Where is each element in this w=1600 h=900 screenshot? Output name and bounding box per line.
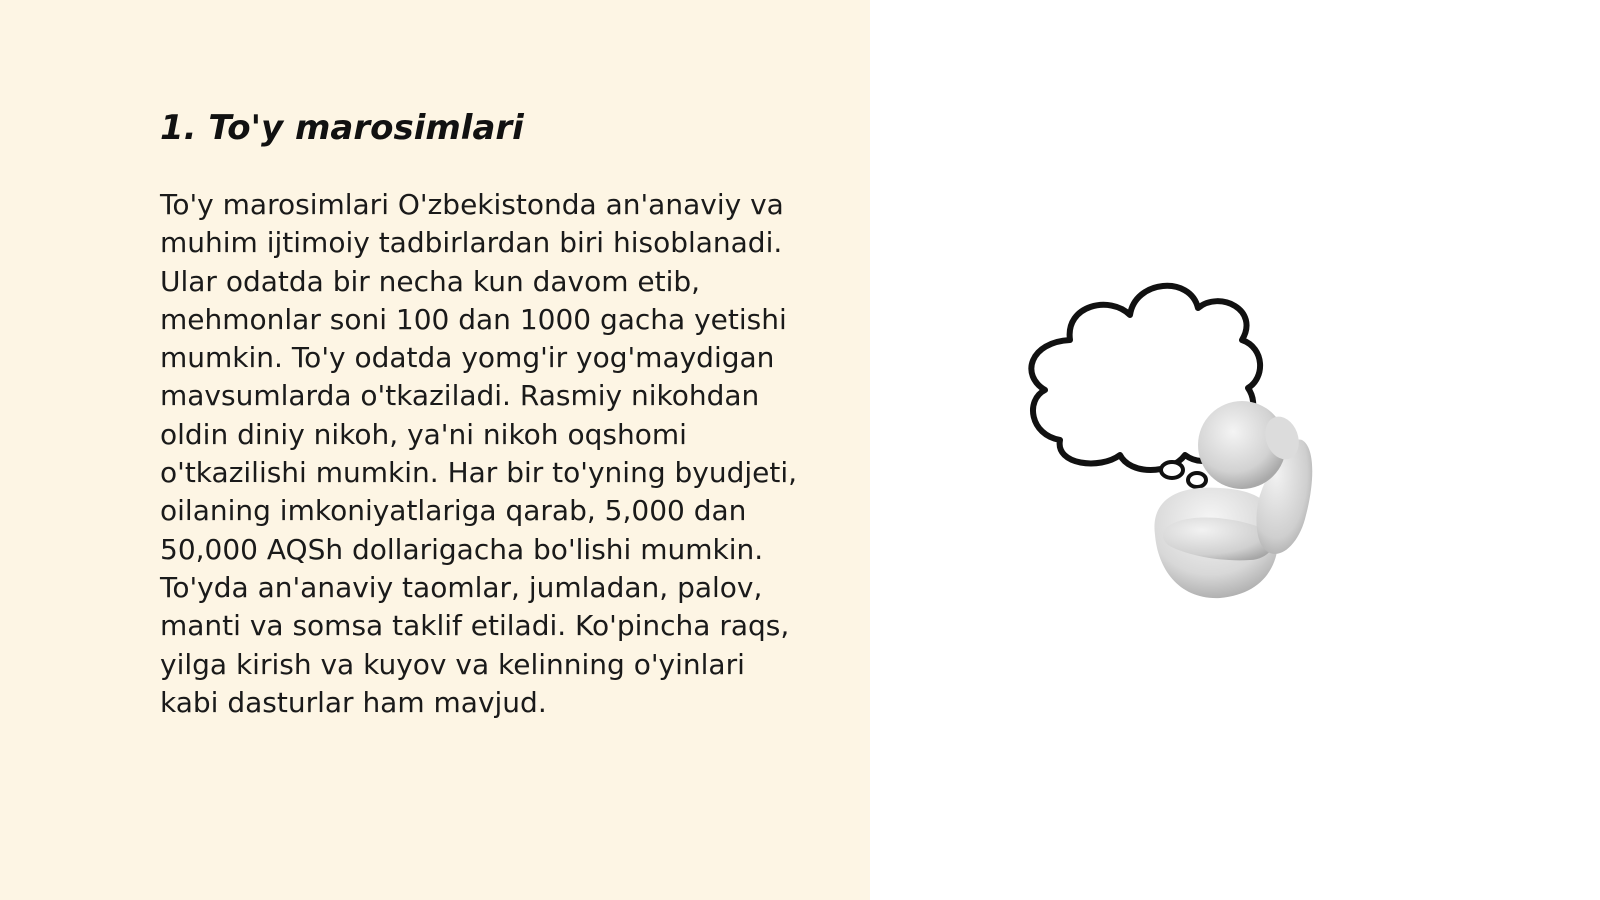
body-line: manti va somsa taklif etiladi. Ko'pincha raqs, (160, 609, 790, 643)
body-line: mavsumlarda o'tkaziladi. Rasmiy nikohdan (160, 379, 760, 413)
body-line: oldin diniy nikoh, ya'ni nikoh oqshomi (160, 417, 687, 451)
thought-bubble-dot (1161, 462, 1183, 478)
thought-bubble-dot (1188, 473, 1206, 487)
body-line: To'y marosimlari O'zbekistonda an'anaviy va (160, 188, 784, 221)
body-line: To'yda an'anaviy taomlar, jumladan, palov, (160, 570, 763, 604)
body-line: muhim ijtimoiy tadbirlardan biri hisoblanadi. (160, 226, 783, 260)
thinking-person-with-thought-bubble-icon (1020, 270, 1360, 620)
body-line: mumkin. To'y odatda yomg'ir yog'maydigan (160, 341, 775, 375)
body-line: oilaning imkoniyatlariga qarab, 5,000 dan (160, 494, 747, 528)
body-line: 50,000 AQSh dollarigacha bo'lishi mumkin. (160, 532, 764, 566)
body-line: o'tkazilishi mumkin. Har bir to'yning byudjeti, (160, 456, 798, 490)
body-line: mehmonlar soni 100 dan 1000 gacha yetishi (160, 302, 787, 336)
body-line: kabi dasturlar ham mavjud. (160, 685, 547, 719)
slide-title: 1. To'y marosimlari (160, 108, 524, 148)
slide-body-text (160, 186, 850, 722)
body-line: Ular odatda bir necha kun davom etib, (160, 264, 701, 298)
body-line: yilga kirish va kuyov va kelinning o'yinlari (160, 647, 745, 681)
